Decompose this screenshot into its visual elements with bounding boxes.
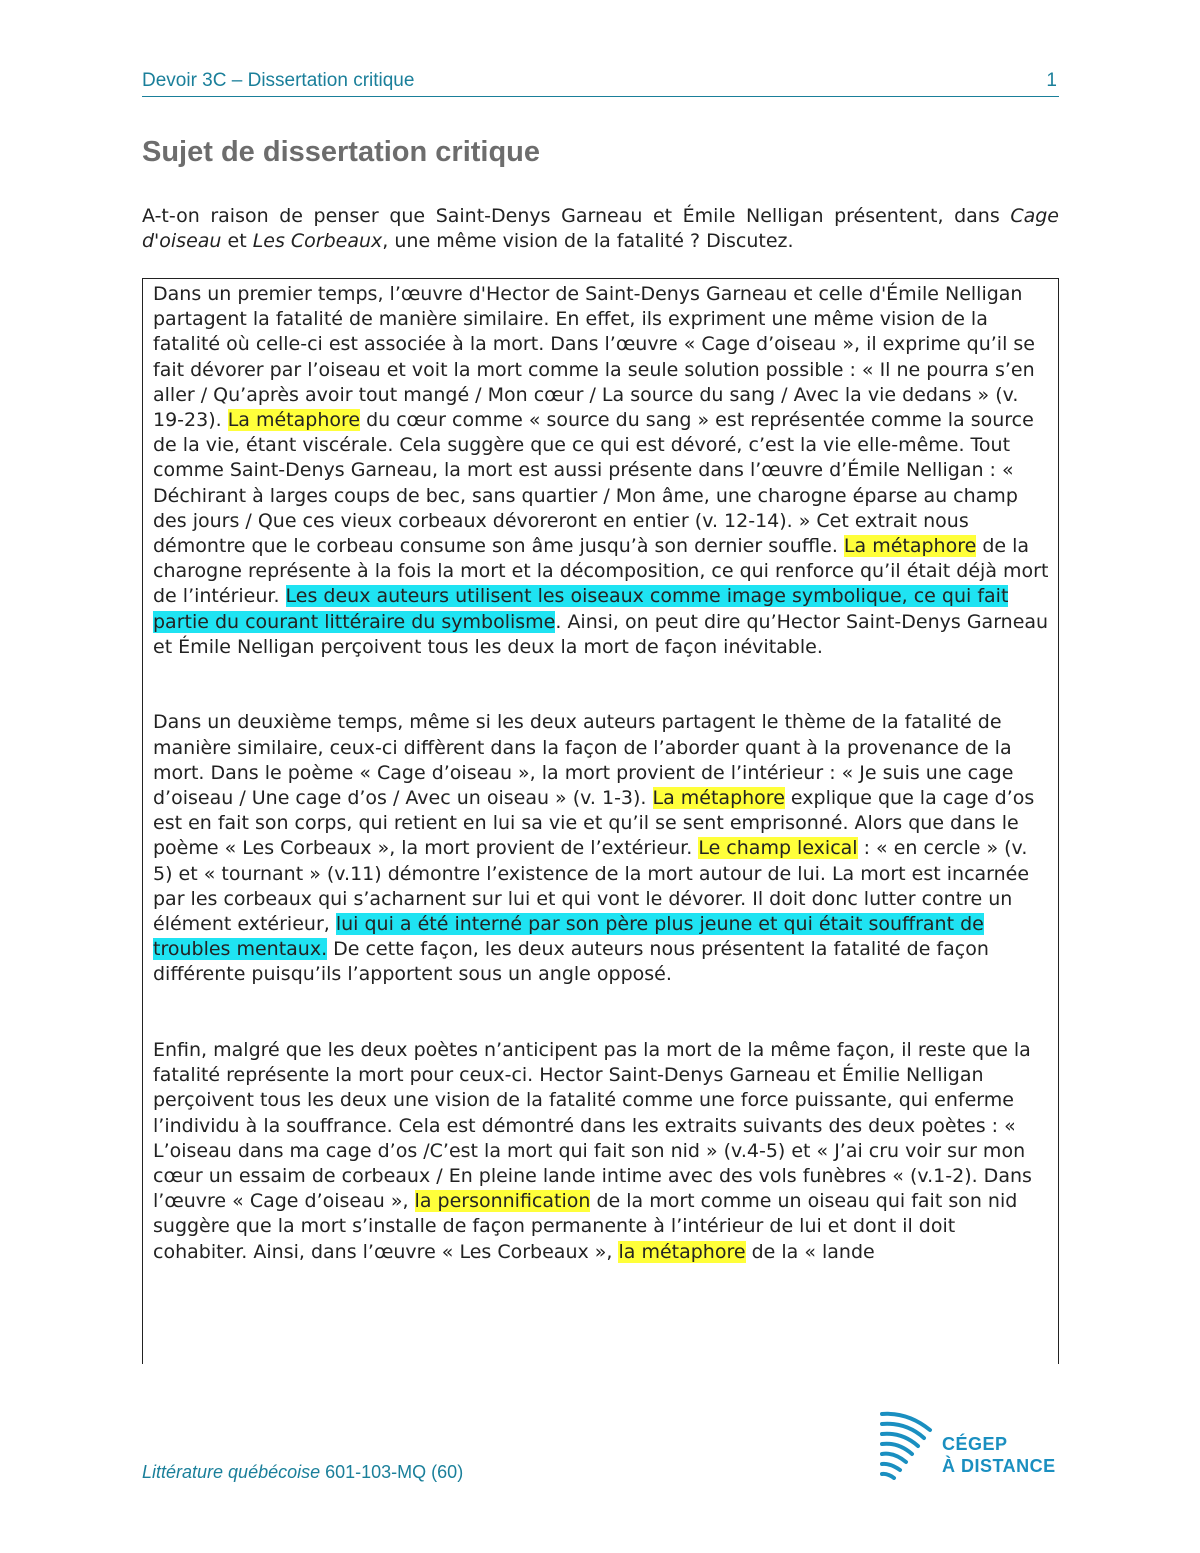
footer-course: [142, 1462, 463, 1483]
highlighted-text: La métaphore: [227, 409, 361, 432]
question-work-2: Les Corbeaux: [252, 230, 383, 252]
header-title: Devoir 3C – Dissertation critique: [142, 70, 415, 91]
paragraph-text: . Ainsi, on peut dire qu’Hector Saint-Denys Garneau et Émile Nelligan perçoivent tous les deux la mort de façon inévitable.: [153, 610, 1049, 658]
paragraph-text: Dans un deuxième temps, même si les deux auteurs partagent le thème de la fatalité de manière similaire, ceux-ci diffèrent dans la façon de l’aborder quant à la provenance de la mort. Dans le poème « Cage d’oiseau », la mort provient de l’intérieur : « Je suis une cage d’oiseau / Une cage d’os / Avec un oiseau » (v. 1-3).: [153, 711, 1014, 810]
paragraph-text: explique que la cage d’os est en fait son corps, qui retient en lui sa vie et qu’il se sent emprisonné. Alors que dans le poème « Les Corbeaux », la mort provient de l’extérieur.: [153, 787, 1035, 860]
paragraph-text: Enfin, malgré que les deux poètes n’anticipent pas la mort de la même façon, il reste que la fatalité représente la mort pour ceux-ci. Hector Saint-Denys Garneau et Émilie Nelligan perçoivent tous les deux une vision de la fatalité comme une force puissante, qui enferme l’individu à la souffrance. Cela est démontré dans les extraits suivants des deux poètes : « L’oiseau dans ma cage d’os /C’est la mort qui fait son nid » (v.4-5) et « J’ai cru voir sur mon cœur un essaim de corbeaux / En pleine lande intime avec des vols funèbres « (v.1-2). Dans l’œuvre « Cage d’oiseau »,: [153, 1039, 1032, 1213]
logo-line-1: CÉGEP: [942, 1434, 1008, 1454]
cegep-logo-icon: [878, 1408, 940, 1480]
highlighted-text: la métaphore: [618, 1240, 746, 1263]
highlighted-text: La métaphore: [652, 787, 785, 810]
question-work-1: Cage d'oiseau: [142, 205, 1059, 252]
paragraph-text: Dans un premier temps, l’œuvre d'Hector de Saint-Denys Garneau et celle d'Émile Nelligan partagent la fatalité de manière similaire. En effet, ils expriment une même vision de la fatalité où celle-ci est associée à la mort. Dans l’œuvre « Cage d’oiseau », il exprime qu’il se fait dévorer par l’oiseau et voit la mort comme la seule solution possible : « Il ne pourra s’en aller / Qu’après avoir tout mangé / Mon cœur / La source du sang / Avec la vie dedans » (v. 19-23).: [153, 283, 1035, 432]
course-title: Littérature québécoise: [142, 1462, 321, 1482]
paragraph-spacer: [153, 988, 1050, 1038]
essay-paragraph-1: [153, 282, 1050, 660]
course-code: 601-103-MQ (60): [320, 1462, 464, 1482]
paragraph-text: de la « lande: [745, 1240, 875, 1263]
logo-line-2: À DISTANCE: [942, 1456, 1056, 1476]
question-text-before: A-t-on raison de penser que Saint-Denys Garneau et Émile Nelligan présentent, dans: [142, 205, 1011, 227]
paragraph-spacer: [153, 660, 1050, 710]
paragraph-text: : « en cercle » (v. 5) et « tournant » (v.11) démontre l’existence de la mort autour de lui. La mort est incarnée par les corbeaux qui s’acharnent sur lui et qui vont le dévorer. Il doit donc lutter contre un élément extérieur,: [153, 837, 1030, 936]
essay-text-box: [142, 278, 1059, 1364]
highlighted-text: la personnification: [414, 1190, 591, 1213]
page-header: [142, 68, 1059, 97]
question-text-between: et: [221, 230, 253, 252]
question-text-after: , une même vision de la fatalité ? Discutez.: [382, 230, 794, 252]
highlighted-text: La métaphore: [843, 535, 977, 558]
page-title: Sujet de dissertation critique: [142, 136, 541, 168]
essay-paragraph-2: [153, 710, 1050, 987]
essay-paragraph-3: [153, 1038, 1050, 1265]
highlighted-text: Les deux auteurs utilisent les oiseaux comme image symbolique, ce qui fait partie du courant littéraire du symbolisme: [153, 585, 1009, 633]
highlighted-text: Le champ lexical: [698, 837, 858, 860]
paragraph-text: de la mort comme un oiseau qui fait son nid suggère que la mort s’installe de façon permanente à l’intérieur de lui et dont il doit cohabiter. Ainsi, dans l’œuvre « Les Corbeaux »,: [153, 1190, 1018, 1263]
paragraph-text: de la charogne représente à la fois la mort et la décomposition, ce qui renforce qu’il était déjà mort de l’intérieur.: [153, 535, 1049, 608]
cegep-logo: [878, 1408, 1058, 1484]
essay-question: [142, 204, 1059, 254]
highlighted-text: lui qui a été interné par son père plus jeune et qui était souffrant de troubles mentaux.: [153, 913, 984, 961]
paragraph-text: du cœur comme « source du sang » est représentée comme la source de la vie, étant viscérale. Cela suggère que ce qui est dévoré, c’est la vie elle-même. Tout comme Saint-Denys Garneau, la mort est aussi présente dans l’œuvre d’Émile Nelligan : « Déchirant à larges coups de bec, sans quartier / Mon âme, une charogne éparse au champ des jours / Que ces vieux corbeaux dévoreront en entier (v. 12-14). » Cet extrait nous démontre que le corbeau consume son âme jusqu’à son dernier souffle.: [153, 409, 1034, 558]
page-number: 1: [1046, 70, 1057, 91]
paragraph-text: De cette façon, les deux auteurs nous présentent la fatalité de façon différente puisqu’ils l’apportent sous un angle opposé.: [153, 938, 989, 986]
